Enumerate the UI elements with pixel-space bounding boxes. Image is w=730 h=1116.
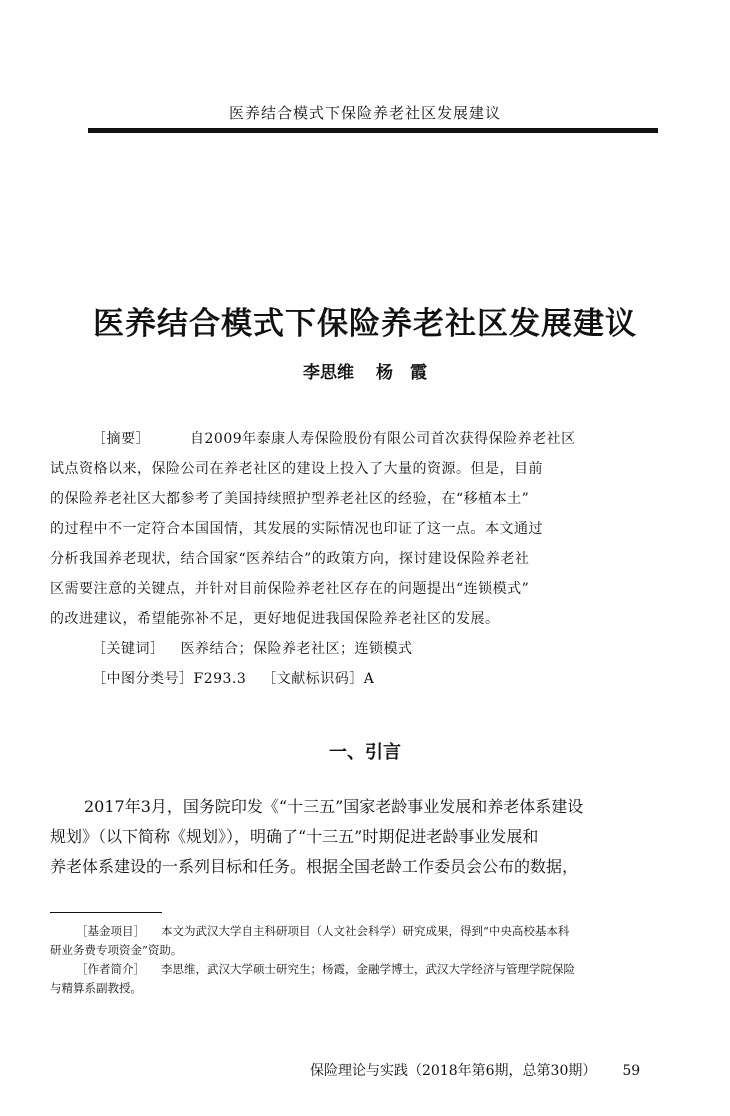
section-heading: 一、引言 [329,742,401,763]
fund-label: ［基金项目］ [76,924,145,938]
fund-text: 本文为武汉大学自主科研项目（人文社会科学）研究成果，得到“中央高校基本科 [161,924,570,938]
abstract-line: 区需要注意的关键点，并针对目前保险养老社区存在的问题提出“连锁模式” [50,581,530,597]
doc-code-label: ［文献标识码］ [262,671,364,687]
body-line: 养老体系建设的一系列目标和任务。根据全国老龄工作委员会公布的数据， [50,857,579,876]
clc-label: ［中图分类号］ [92,671,194,687]
body-line: 规划》（以下简称《规划》），明确了“十三五”时期促进老龄事业发展和 [50,827,539,846]
author-info-line [50,960,682,979]
keywords-value: 医养结合；保险养老社区；连锁模式 [180,641,413,657]
footnotes [50,922,682,998]
body-paragraph [50,792,682,882]
abstract-line: 的改进建议，希望能弥补不足，更好地促进我国保险养老社区的发展。 [50,611,500,627]
author-name: 李思维 [303,363,354,383]
author-info-label: ［作者简介］ [76,962,145,976]
author-info-line: 与精算系副教授。 [50,981,142,995]
page-number: 59 [622,1063,641,1079]
author-info-text: 李思维，武汉大学硕士研究生；杨霞，金融学博士，武汉大学经济与管理学院保险 [161,962,575,976]
author-name: 杨 霞 [376,363,427,383]
running-head: 医养结合模式下保险养老社区发展建议 [228,104,501,122]
fund-line: 研业务费专项资金”资助。 [50,943,183,957]
author-line [0,358,730,383]
abstract-line: 试点资格以来，保险公司在养老社区的建设上投入了大量的资源。但是，目前 [50,461,543,477]
keywords-line [50,634,680,664]
abstract-text: 自2009年泰康人寿保险股份有限公司首次获得保险养老社区 [190,431,576,447]
fund-line [50,922,682,941]
abstract-line: 的过程中不一定符合本国国情，其发展的实际情况也印证了这一点。本文通过 [50,521,543,537]
doc-code-value: A [363,671,375,687]
abstract-label: ［摘要］ [92,431,150,447]
footnote-rule [50,912,162,913]
abstract-line: 的保险养老社区大都参考了美国持续照护型养老社区的经验，在“移植本土” [50,491,530,507]
body-line: 2017年3月，国务院印发《“十三五”国家老龄事业发展和养老体系建设 [84,797,584,816]
article-title: 医养结合模式下保险养老社区发展建议 [93,306,637,342]
abstract-line [50,424,680,454]
keywords-label: ［关键词］ [92,641,165,657]
classification-line [50,664,680,694]
abstract-block [50,424,680,694]
journal-info: 保险理论与实践（2018年第6期，总第30期） [310,1063,597,1079]
abstract-line: 分析我国养老现状，结合国家“医养结合”的政策方向，探讨建设保险养老社 [50,551,530,567]
header-rule [88,128,658,133]
page-footer [310,1060,640,1080]
clc-value: F293.3 [193,671,247,687]
